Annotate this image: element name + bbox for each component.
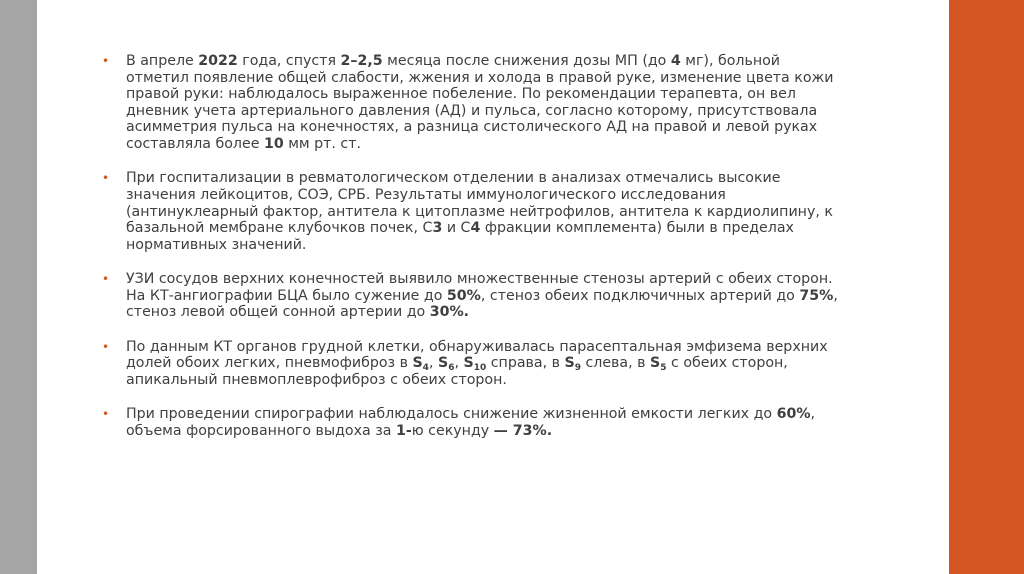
bold-run: 10 — [263, 135, 284, 152]
paragraph-text — [112, 170, 842, 253]
bold-run: 1- — [395, 422, 412, 439]
bold-run: 2022 — [198, 53, 238, 69]
bold-run: S — [650, 355, 661, 372]
list-item — [102, 338, 842, 389]
bold-run: 3 — [432, 220, 443, 237]
subscript: 10 — [473, 363, 487, 374]
subscript: 5 — [660, 363, 667, 374]
paragraph-text — [112, 406, 842, 439]
text-run: фракции комплемента) были в пределах нормативных значений. — [126, 220, 794, 253]
text-run: месяца после снижения дозы МП (до — [382, 53, 671, 69]
subscript: 9 — [574, 363, 581, 374]
text-run: УЗИ сосудов верхних конечностей выявило множественные стенозы артерий с обеих сторон. На КТ-ангиографии БЦА было сужение до — [126, 271, 833, 304]
text-run: , — [428, 355, 438, 372]
bold-run: S — [437, 355, 449, 372]
text-run: При госпитализации в ревматологическом отделении в анализах отмечались высокие значения лейкоцитов, СОЭ, СРБ. Результаты иммунологического исследования (антинуклеарный фактор, антитела к цитоплазме нейтрофилов, антитела к кардиолипину, к базальной мембране клубочков почек, С — [126, 170, 833, 237]
bold-run: — 73%. — [493, 422, 553, 439]
bold-run: S — [463, 355, 474, 372]
list-item — [102, 53, 842, 153]
text-run: ю секунду — [411, 422, 494, 439]
text-run: мм рт. ст. — [283, 135, 361, 152]
paragraph-text — [112, 53, 842, 153]
text-run: с обеих сторон, апикальный пневмоплеврофиброз с обеих сторон. — [126, 355, 788, 388]
text-run: По данным КТ органов грудной клетки, обнаруживалась парасептальная эмфизема верхних долей обоих легких, пневмофиброз в — [126, 338, 828, 372]
text-run: и С — [442, 220, 471, 237]
bold-run: 50% — [446, 287, 481, 304]
bold-run: 30%. — [429, 304, 470, 321]
right-accent-bar — [949, 0, 1024, 574]
bullet-icon: • — [102, 272, 110, 287]
paragraph-text — [112, 339, 842, 389]
list-item — [102, 271, 842, 321]
bold-run: 4 — [470, 220, 481, 237]
list-item — [102, 170, 842, 253]
list-item — [102, 406, 842, 439]
bullet-icon: • — [102, 339, 110, 354]
subscript: 4 — [422, 363, 429, 374]
bullet-icon: • — [102, 54, 110, 68]
bullet-icon: • — [102, 407, 110, 422]
text-run: слева, в — [580, 355, 651, 372]
bold-run: 4 — [670, 53, 681, 69]
text-run: При проведении спирографии наблюдалось снижение жизненной емкости легких до — [126, 406, 777, 423]
bold-run: S — [412, 355, 423, 372]
bold-run: 2–2,5 — [340, 53, 383, 69]
bold-run: 60% — [776, 406, 811, 423]
text-run: мг), больной отметил появление общей слабости, жжения и холода в правой руке, изменение цвета кожи правой руки: наблюдалось выраженное побеление. По рекомендации терапевта, он вел дневник учета артериального давления (АД) и пульса, согласно которому, присутствовала асимметрия пульса на конечностях, а разница систолического АД на правой и левой руках составляла более — [126, 53, 834, 152]
left-accent-bar — [0, 0, 37, 574]
text-run: В апреле — [126, 53, 199, 69]
text-run: , — [454, 355, 464, 372]
text-run: , объема форсированного выдоха за — [126, 406, 816, 439]
bold-run: S — [564, 355, 575, 372]
text-run: года, спустя — [237, 53, 341, 69]
bold-run: 75% — [799, 287, 834, 304]
bullet-list — [102, 53, 842, 457]
text-run: справа, в — [486, 355, 565, 372]
text-run: , стеноз левой общей сонной артерии до — [126, 287, 838, 321]
subscript: 6 — [448, 363, 455, 374]
paragraph-text — [112, 271, 842, 321]
text-run: , стеноз обеих подключичных артерий до — [480, 287, 800, 304]
bullet-icon: • — [102, 171, 110, 186]
